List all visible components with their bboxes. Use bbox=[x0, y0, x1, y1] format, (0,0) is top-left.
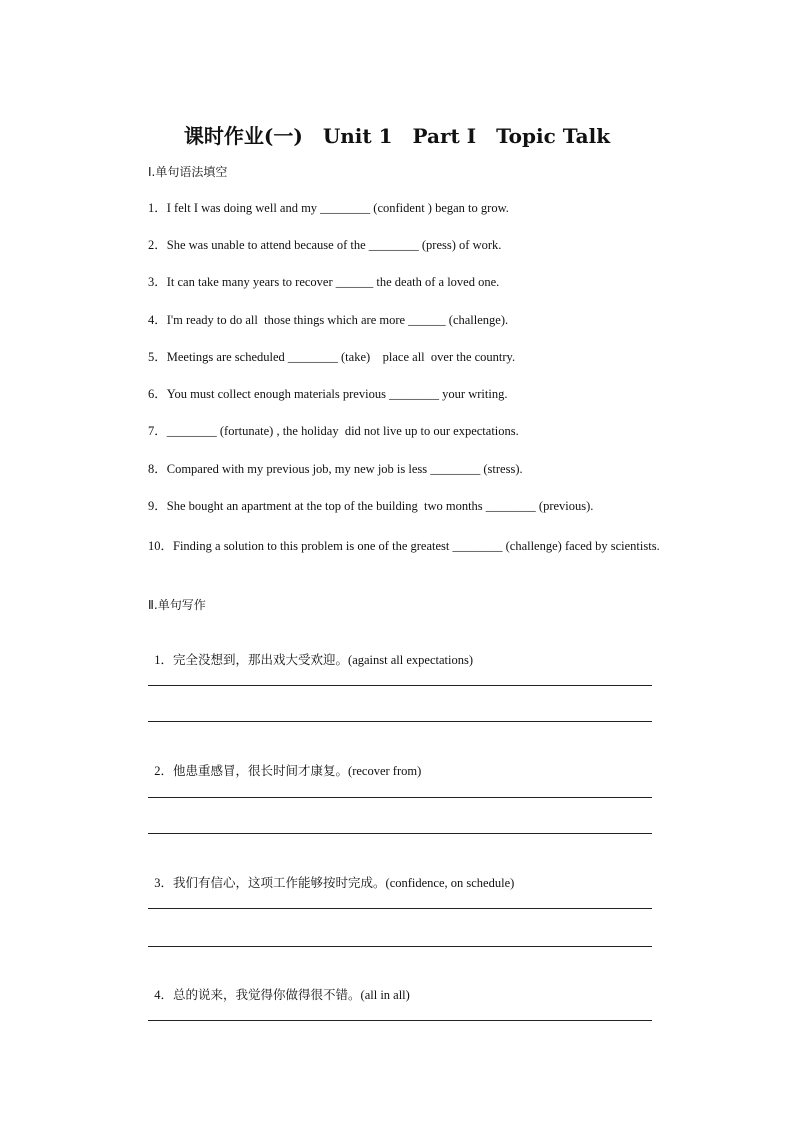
answer-line[interactable] bbox=[148, 908, 652, 909]
grammar-item-5: 5．Meetings are scheduled ________ (take) place all over the country. bbox=[148, 350, 516, 364]
answer-line[interactable] bbox=[148, 685, 652, 686]
item-number: 1． bbox=[154, 653, 174, 667]
item-number: 2． bbox=[154, 764, 174, 778]
chinese-prompt: 完全没想到，那出戏大受欢迎。 bbox=[173, 652, 349, 667]
page-title: 课时作业(一) Unit 1 Part Ⅰ Topic Talk bbox=[183, 124, 611, 148]
section-1-heading: Ⅰ.单句语法填空 bbox=[148, 165, 228, 179]
answer-line[interactable] bbox=[148, 833, 652, 834]
answer-line[interactable] bbox=[148, 797, 652, 798]
hint: (all in all) bbox=[360, 988, 410, 1002]
section-2-heading: Ⅱ.单句写作 bbox=[148, 598, 206, 612]
chinese-prompt: 他患重感冒，很长时间才康复。 bbox=[173, 763, 349, 778]
grammar-item-6: 6．You must collect enough materials previous ________ your writing. bbox=[148, 387, 508, 401]
answer-line[interactable] bbox=[148, 946, 652, 947]
grammar-item-8: 8．Compared with my previous job, my new job is less ________ (stress). bbox=[148, 462, 523, 476]
writing-item-3 bbox=[148, 856, 514, 892]
grammar-item-4: 4．I'm ready to do all those things which are more ______ (challenge). bbox=[148, 313, 509, 327]
hint: (against all expectations) bbox=[348, 653, 473, 667]
writing-item-4 bbox=[148, 968, 410, 1004]
item-number: 3． bbox=[154, 876, 174, 890]
grammar-item-7: 7．________ (fortunate) , the holiday did not live up to our expectations. bbox=[148, 424, 519, 438]
hint: (recover from) bbox=[348, 764, 422, 778]
hint: (confidence, on schedule) bbox=[385, 876, 515, 890]
writing-item-1 bbox=[148, 633, 473, 669]
grammar-item-3: 3．It can take many years to recover ______ the death of a loved one. bbox=[148, 275, 500, 289]
answer-line[interactable] bbox=[148, 1020, 652, 1021]
writing-item-2 bbox=[148, 744, 421, 780]
answer-line[interactable] bbox=[148, 721, 652, 722]
grammar-item-9: 9．She bought an apartment at the top of the building two months ________ (previous). bbox=[148, 499, 594, 513]
item-number: 4． bbox=[154, 988, 174, 1002]
grammar-item-10: 10．Finding a solution to this problem is one of the greatest ________ (challenge) faced by scientists. bbox=[148, 539, 660, 553]
grammar-item-1: 1．I felt I was doing well and my ________ (confident ) began to grow. bbox=[148, 201, 509, 215]
chinese-prompt: 我们有信心，这项工作能够按时完成。 bbox=[173, 875, 386, 890]
grammar-item-2: 2．She was unable to attend because of the ________ (press) of work. bbox=[148, 238, 502, 252]
chinese-prompt: 总的说来，我觉得你做得很不错。 bbox=[173, 987, 361, 1002]
